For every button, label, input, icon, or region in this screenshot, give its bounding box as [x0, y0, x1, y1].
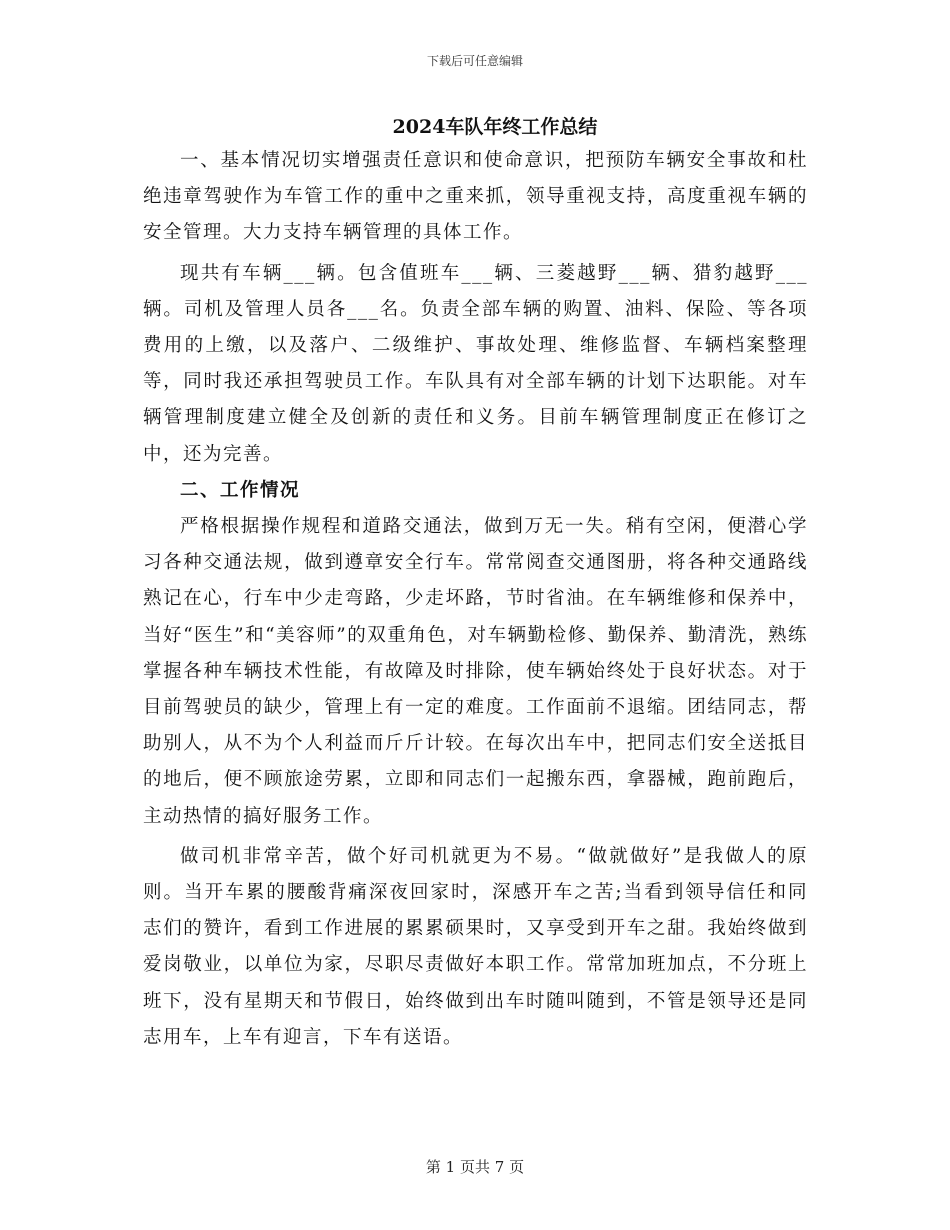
- document-title: 2024车队年终工作总结: [392, 116, 598, 138]
- document-body: [143, 143, 808, 1056]
- paragraph-driver-reflection: 做司机非常辛苦，做个好司机就更为不易。“做就做好”是我做人的原则。当开车累的腰酸背痛深夜回家时，深感开车之苦;当看到领导信任和同志们的赞许，看到工作进展的累累硕果时，又享受到开车之甜。我始终做到爱岗敬业，以单位为家，尽职尽责做好本职工作。常常加班加点，不分班上班下，没有星期天和节假日，始终做到出车时随叫随到，不管是领导还是同志用车，上车有迎言，下车有送语。: [143, 845, 808, 1048]
- paragraph-basic-situation: 一、基本情况切实增强责任意识和使命意识，把预防车辆安全事故和杜绝违章驾驶作为车管工作的重中之重来抓，领导重视支持，高度重视车辆的安全管理。大力支持车辆管理的具体工作。: [143, 150, 808, 244]
- paragraph-vehicle-inventory: 现共有车辆___辆。包含值班车___辆、三菱越野___辆、猎豹越野___辆。司机及管理人员各___名。负责全部车辆的购置、油料、保险、等各项费用的上缴，以及落户、二级维护、事故处理、维修监督、车辆档案整理等，同时我还承担驾驶员工作。车队具有对全部车辆的计划下达职能。对车辆管理制度建立健全及创新的责任和义务。目前车辆管理制度正在修订之中，还为完善。: [143, 262, 808, 465]
- page-number: 第 1 页共 7 页: [425, 1158, 525, 1176]
- page-header: 下载后可任意编辑: [426, 54, 523, 68]
- section-heading-work-situation: 二、工作情况: [180, 479, 301, 501]
- paragraph-work-details: 严格根据操作规程和道路交通法，做到万无一失。稍有空闲，便潜心学习各种交通法规，做到遵章安全行车。常常阅查交通图册，将各种交通路线熟记在心，行车中少走弯路，少走坏路，节时省油。在车辆维修和保养中，当好“医生”和“美容师”的双重角色，对车辆勤检修、勤保养、勤清洗，熟练掌握各种车辆技术性能，有故障及时排除，使车辆始终处于良好状态。对于目前驾驶员的缺少，管理上有一定的难度。工作面前不退缩。团结同志，帮助别人，从不为个人利益而斤斤计较。在每次出车中，把同志们安全送抵目的地后，便不顾旅途劳累，立即和同志们一起搬东西，拿器械，跑前跑后，主动热情的搞好服务工作。: [143, 516, 808, 827]
